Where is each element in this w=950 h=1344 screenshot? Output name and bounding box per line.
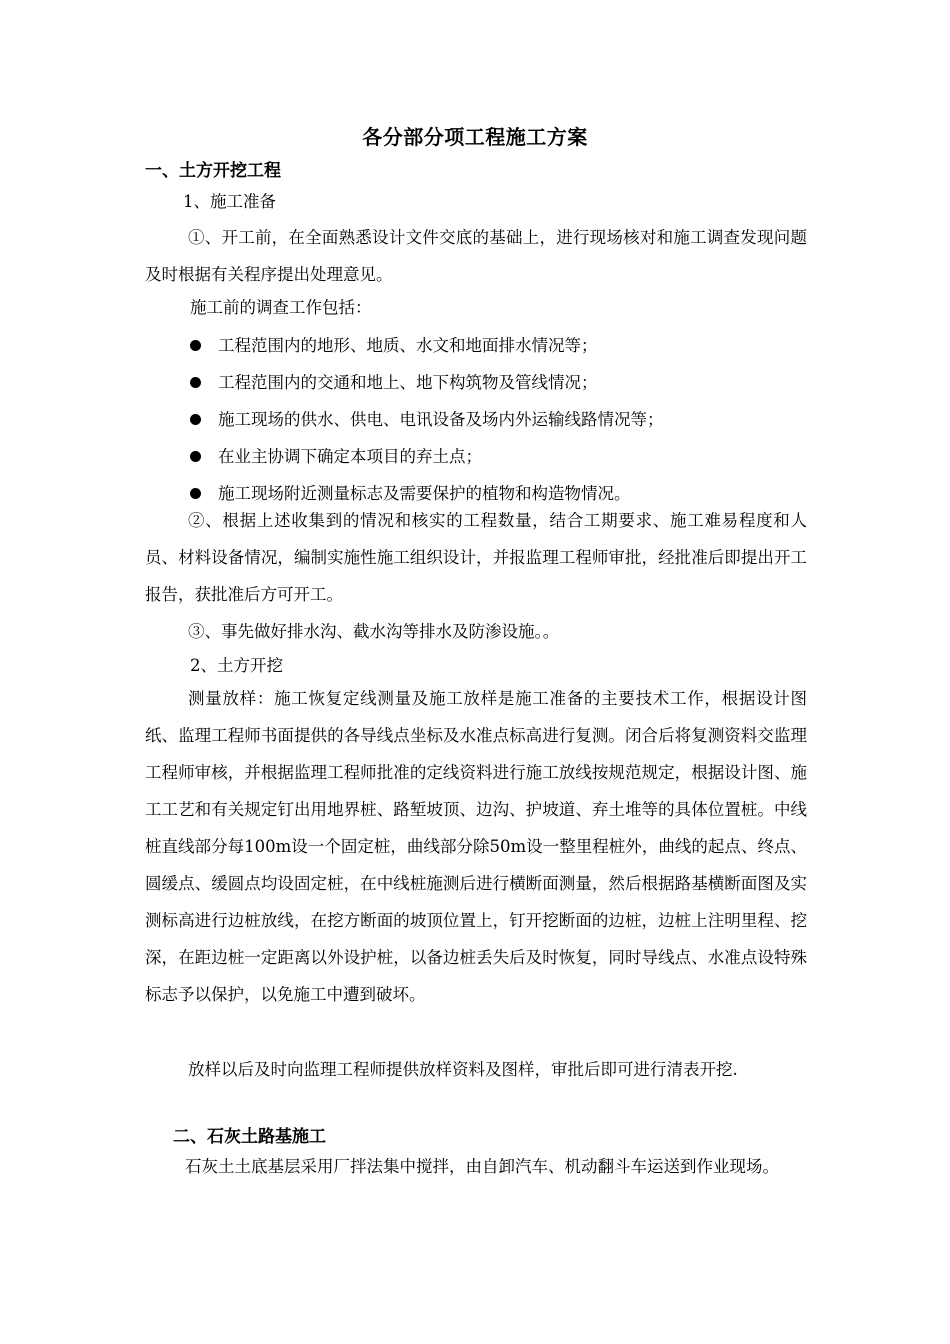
subsection-heading-preparation: 1、施工准备 [183,192,276,211]
paragraph-lime-soil-1: 石灰土土底基层采用厂拌法集中搅拌，由自卸汽车、机动翻斗车运送到作业现场。 [185,1157,779,1176]
paragraph-prep-2: ②、根据上述收集到的情况和核实的工程数量，结合工期要求、施工难易程度和人员、材料设备情况，编制实施性施工组织设计，并报监理工程师审批，经批准后即提出开工报告，获批准后方可开工。 [145,511,807,604]
bullet-dot-icon [190,377,201,388]
bullet-dot-icon [190,340,201,351]
section-heading-lime-soil: 二、石灰土路基施工 [173,1127,326,1147]
paragraph-prep-1: ①、开工前，在全面熟悉设计文件交底的基础上，进行现场核对和施工调查发现问题及时根据有关程序提出处理意见。 [145,228,807,284]
list-item: 工程范围内的地形、地质、水文和地面排水情况等； [190,327,664,364]
list-item: 施工现场的供水、供电、电讯设备及场内外运输线路情况等； [190,401,664,438]
survey-bullet-list [190,327,664,512]
bullet-dot-icon [190,488,201,499]
paragraph-survey-staking: 测量放样：施工恢复定线测量及施工放样是施工准备的主要技术工作，根据设计图纸、监理工程师书面提供的各导线点坐标及水准点标高进行复测。闭合后将复测资料交监理工程师审核，并根据监理工程师批准的定线资料进行施工放线按规范规定，根据设计图、施工工艺和有关规定钉出用地界桩、路堑坡顶、边沟、护坡道、弃土堆等的具体位置桩。中线桩直线部分每100m设一个固定桩，曲线部分除50m设一整里程桩外，曲线的起点、终点、圆缓点、缓圆点均设固定桩，在中线桩施测后进行横断面测量，然后根据路基横断面图及实测标高进行边桩放线，在挖方断面的坡顶位置上，钉开挖断面的边桩，边桩上注明里程、挖深，在距边桩一定距离以外设护桩，以备边桩丢失后及时恢复，同时导线点、水准点设特殊标志予以保护，以免施工中遭到破坏。 [145,689,807,1004]
bullet-dot-icon [190,414,201,425]
list-item: 在业主协调下确定本项目的弃土点； [190,438,664,475]
list-item: 施工现场附近测量标志及需要保护的植物和构造物情况。 [190,475,664,512]
paragraph-prep-3: ③、事先做好排水沟、截水沟等排水及防渗设施。。 [188,622,560,641]
list-item: 工程范围内的交通和地上、地下构筑物及管线情况； [190,364,664,401]
survey-intro: 施工前的调查工作包括： [190,298,372,317]
section-heading-earthwork: 一、土方开挖工程 [145,161,281,181]
paragraph-staking-approval: 放样以后及时向监理工程师提供放样资料及图样，审批后即可进行清表开挖. [188,1060,738,1079]
bullet-dot-icon [190,451,201,462]
subsection-heading-excavation: 2、土方开挖 [190,656,283,675]
document-title: 各分部分项工程施工方案 [362,125,588,149]
